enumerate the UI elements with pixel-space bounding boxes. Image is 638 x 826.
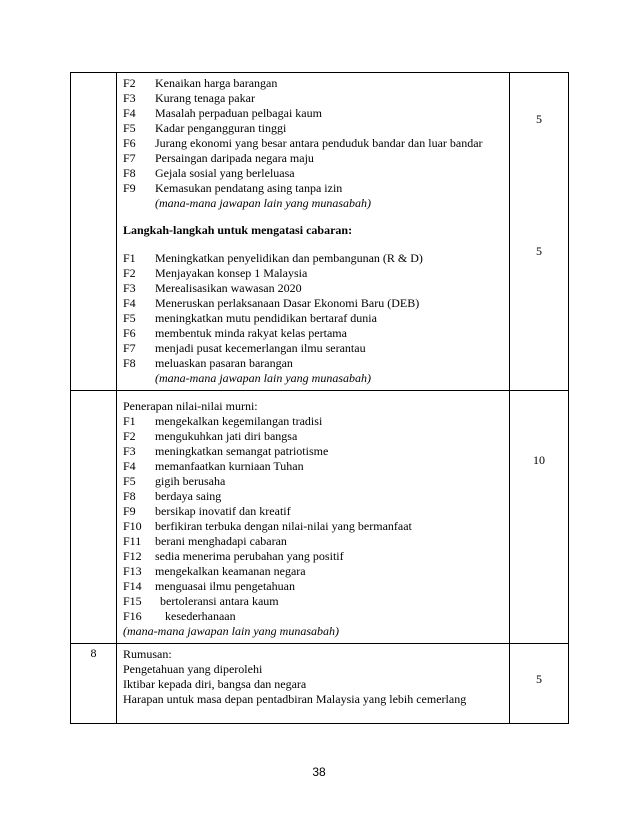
list-item bbox=[123, 136, 509, 151]
summary-line: Rumusan: bbox=[123, 647, 172, 661]
table-row bbox=[71, 391, 569, 644]
list-item bbox=[123, 251, 509, 266]
item-code: F1 bbox=[123, 414, 136, 428]
item-text: Gejala sosial yang berleluasa bbox=[155, 166, 295, 180]
item-code: F10 bbox=[123, 519, 142, 533]
item-text: Meningkatkan penyelidikan dan pembangunan (R & D) bbox=[155, 251, 423, 265]
item-text: meluaskan pasaran barangan bbox=[155, 356, 293, 370]
mark-value: 5 bbox=[536, 672, 542, 686]
item-text: Menjayakan konsep 1 Malaysia bbox=[155, 266, 308, 280]
item-code: F9 bbox=[123, 181, 136, 195]
alternative-answer-note: (mana-mana jawapan lain yang munasabah) bbox=[123, 624, 339, 638]
item-text: memanfaatkan kurniaan Tuhan bbox=[155, 459, 304, 473]
list-item bbox=[123, 326, 509, 341]
summary-line: Iktibar kepada diri, bangsa dan negara bbox=[123, 677, 307, 691]
list-item bbox=[123, 341, 509, 356]
item-text: meningkatkan semangat patriotisme bbox=[155, 444, 329, 458]
list-item bbox=[123, 579, 509, 594]
marks-cell bbox=[510, 391, 569, 644]
list-item bbox=[123, 549, 509, 564]
item-text: menguasai ilmu pengetahuan bbox=[155, 579, 295, 593]
mark-value: 5 bbox=[536, 244, 542, 258]
item-code: F9 bbox=[123, 504, 136, 518]
values-heading: Penerapan nilai-nilai murni: bbox=[123, 399, 258, 413]
mark-value: 5 bbox=[536, 112, 542, 126]
item-code: F8 bbox=[123, 489, 136, 503]
list-item bbox=[123, 444, 509, 459]
marks-cell bbox=[510, 644, 569, 724]
list-item bbox=[123, 414, 509, 429]
item-text: mengukuhkan jati diri bangsa bbox=[155, 429, 298, 443]
item-code: F4 bbox=[123, 296, 136, 310]
list-item bbox=[123, 166, 509, 181]
page-number: 38 bbox=[312, 765, 326, 779]
table-row bbox=[71, 73, 569, 391]
item-code: F15 bbox=[123, 594, 142, 608]
item-text: sedia menerima perubahan yang positif bbox=[155, 549, 344, 563]
item-text: bertoleransi antara kaum bbox=[160, 594, 279, 608]
values-list bbox=[123, 414, 509, 624]
item-code: F3 bbox=[123, 444, 136, 458]
item-text: membentuk minda rakyat kelas pertama bbox=[155, 326, 347, 340]
list-item bbox=[123, 181, 509, 196]
list-item bbox=[123, 609, 509, 624]
item-code: F3 bbox=[123, 91, 136, 105]
item-code: F16 bbox=[123, 609, 142, 623]
question-number-cell: 8 bbox=[71, 644, 117, 724]
list-item bbox=[123, 266, 509, 281]
marks-cell bbox=[510, 73, 569, 391]
item-text: Meneruskan perlaksanaan Dasar Ekonomi Baru (DEB) bbox=[155, 296, 420, 310]
item-text: bersikap inovatif dan kreatif bbox=[155, 504, 291, 518]
summary-lines bbox=[123, 647, 509, 707]
list-item bbox=[123, 356, 509, 371]
list-item bbox=[123, 106, 509, 121]
item-text: Persaingan daripada negara maju bbox=[155, 151, 314, 165]
list-item bbox=[123, 459, 509, 474]
list-item bbox=[123, 151, 509, 166]
item-code: F4 bbox=[123, 106, 136, 120]
item-code: F2 bbox=[123, 429, 136, 443]
item-text: Kurang tenaga pakar bbox=[155, 91, 255, 105]
answer-cell bbox=[117, 73, 510, 391]
list-item bbox=[123, 281, 509, 296]
list-item bbox=[123, 91, 509, 106]
steps-heading: Langkah-langkah untuk mengatasi cabaran: bbox=[123, 223, 353, 237]
item-text: Kadar pengangguran tinggi bbox=[155, 121, 287, 135]
item-text: kesederhanaan bbox=[165, 609, 236, 623]
item-code: F5 bbox=[123, 121, 136, 135]
item-text: gigih berusaha bbox=[155, 474, 226, 488]
alternative-answer-note: (mana-mana jawapan lain yang munasabah) bbox=[155, 371, 371, 385]
item-code: F12 bbox=[123, 549, 142, 563]
item-code: F13 bbox=[123, 564, 142, 578]
list-item bbox=[123, 594, 509, 609]
item-text: Kemasukan pendatang asing tanpa izin bbox=[155, 181, 343, 195]
item-text: mengekalkan kegemilangan tradisi bbox=[155, 414, 323, 428]
list-item bbox=[123, 296, 509, 311]
item-code: F8 bbox=[123, 166, 136, 180]
item-text: Merealisasikan wawasan 2020 bbox=[155, 281, 302, 295]
item-text: berani menghadapi cabaran bbox=[155, 534, 287, 548]
summary-line: Pengetahuan yang diperolehi bbox=[123, 662, 263, 676]
item-text: menjadi pusat kecemerlangan ilmu serantau bbox=[155, 341, 366, 355]
marking-scheme-table bbox=[70, 72, 569, 724]
item-code: F2 bbox=[123, 266, 136, 280]
item-code: F5 bbox=[123, 474, 136, 488]
item-code: F3 bbox=[123, 281, 136, 295]
alternative-answer-note: (mana-mana jawapan lain yang munasabah) bbox=[155, 196, 371, 210]
question-number-cell bbox=[71, 391, 117, 644]
list-item bbox=[123, 311, 509, 326]
summary-line: Harapan untuk masa depan pentadbiran Malaysia yang lebih cemerlang bbox=[123, 692, 467, 706]
item-code: F7 bbox=[123, 341, 136, 355]
item-code: F6 bbox=[123, 326, 136, 340]
item-code: F8 bbox=[123, 356, 136, 370]
item-code: F11 bbox=[123, 534, 142, 548]
list-item bbox=[123, 474, 509, 489]
challenges-list bbox=[123, 76, 509, 196]
list-item bbox=[123, 564, 509, 579]
list-item bbox=[123, 504, 509, 519]
item-code: F4 bbox=[123, 459, 136, 473]
list-item bbox=[123, 489, 509, 504]
question-number-cell bbox=[71, 73, 117, 391]
item-text: berdaya saing bbox=[155, 489, 222, 503]
item-text: Jurang ekonomi yang besar antara penduduk bandar dan luar bandar bbox=[155, 136, 483, 150]
table-row bbox=[71, 644, 569, 724]
item-code: F2 bbox=[123, 76, 136, 90]
list-item bbox=[123, 76, 509, 91]
item-text: Masalah perpaduan pelbagai kaum bbox=[155, 106, 322, 120]
answer-cell bbox=[117, 644, 510, 724]
list-item bbox=[123, 121, 509, 136]
steps-list bbox=[123, 251, 509, 371]
answer-cell bbox=[117, 391, 510, 644]
item-code: F7 bbox=[123, 151, 136, 165]
item-code: F14 bbox=[123, 579, 142, 593]
mark-value: 10 bbox=[533, 453, 545, 467]
item-text: meningkatkan mutu pendidikan bertaraf dunia bbox=[155, 311, 377, 325]
item-text: mengekalkan keamanan negara bbox=[155, 564, 306, 578]
list-item bbox=[123, 519, 509, 534]
list-item bbox=[123, 429, 509, 444]
item-code: F6 bbox=[123, 136, 136, 150]
item-code: F5 bbox=[123, 311, 136, 325]
item-code: F1 bbox=[123, 251, 136, 265]
item-text: Kenaikan harga barangan bbox=[155, 76, 278, 90]
list-item bbox=[123, 534, 509, 549]
item-text: berfikiran terbuka dengan nilai-nilai yang bermanfaat bbox=[155, 519, 412, 533]
